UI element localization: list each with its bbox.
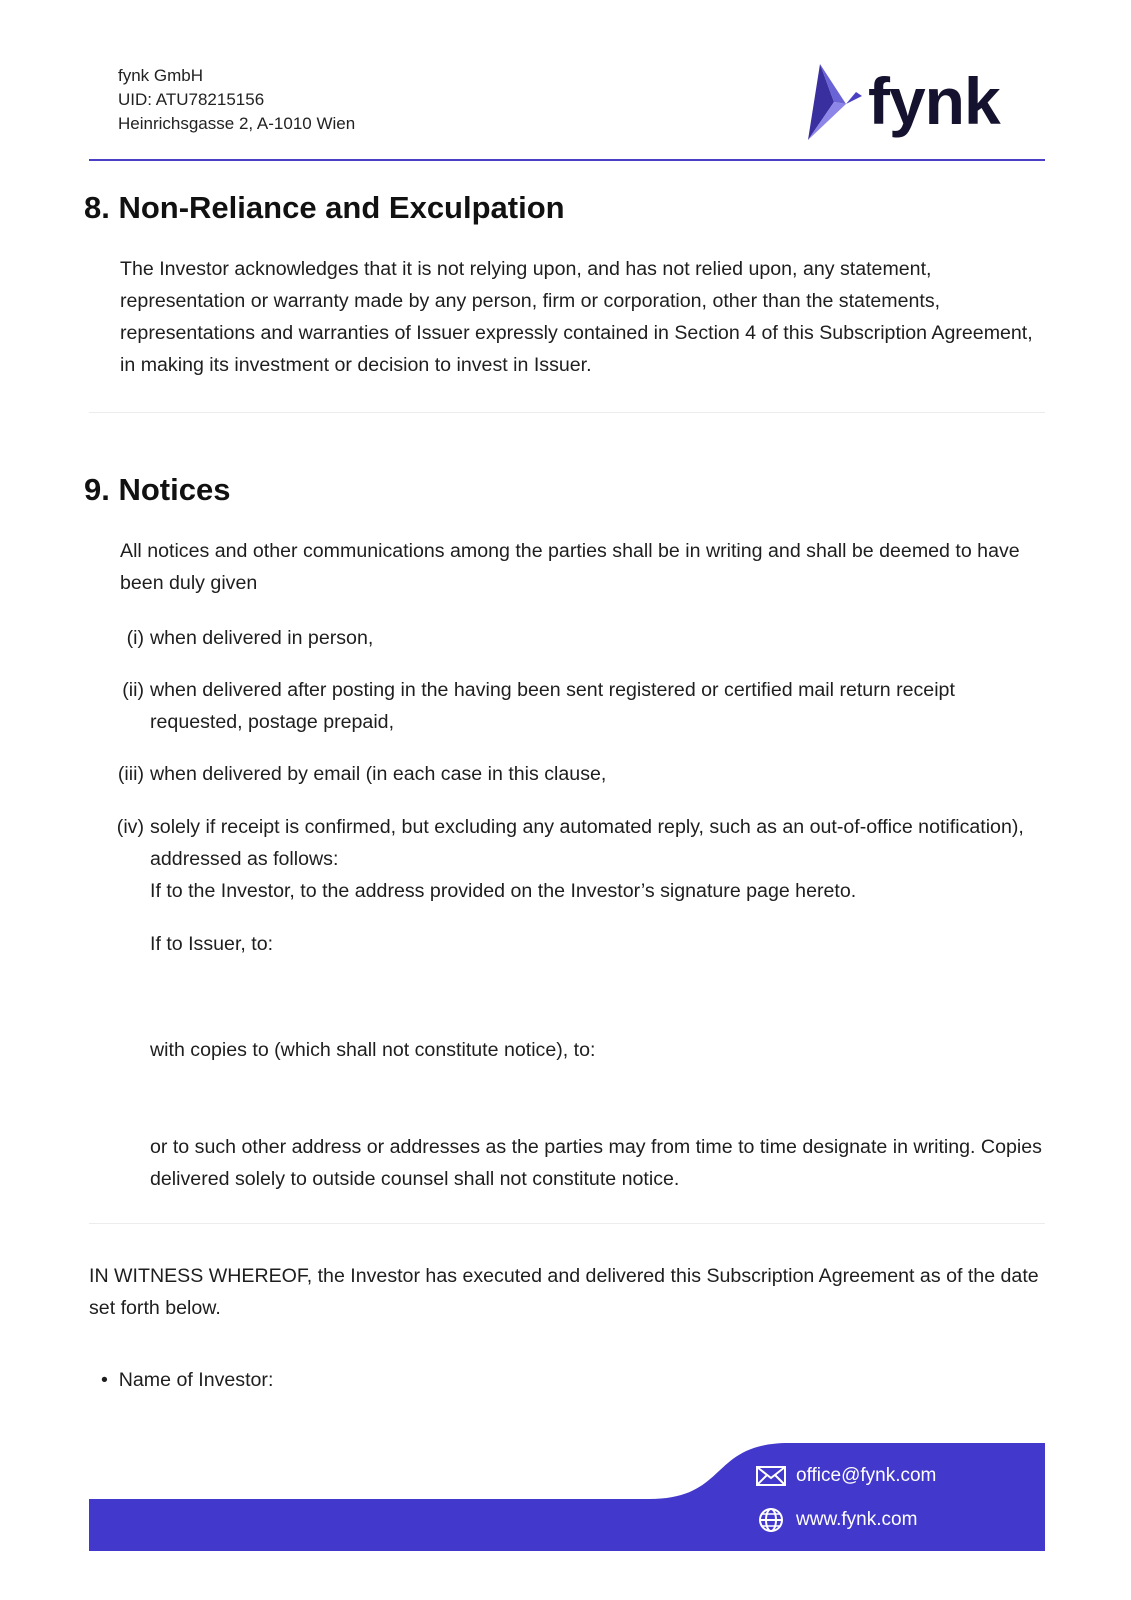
other-address-text: or to such other address or addresses as the parties may from time to time designate in writing. Copies delivered solely to outside counsel shall not constitute notice. (150, 1136, 1042, 1190)
copies-label: with copies to (which shall not constitute notice), to: (150, 1039, 596, 1061)
investor-address-text: If to the Investor, to the address provided on the Investor’s signature page hereto. (150, 880, 857, 902)
footer-website[interactable] (756, 1506, 917, 1534)
item-number: (iii) (117, 763, 144, 785)
company-info (118, 64, 355, 136)
company-name: fynk GmbH (118, 66, 204, 85)
bullet-dot: • (101, 1369, 119, 1391)
mail-icon (756, 1464, 786, 1488)
item-number: (iv) (116, 816, 144, 838)
header-divider (89, 159, 1045, 161)
name-of-investor-item (101, 1364, 273, 1396)
website-link[interactable]: www.fynk.com (796, 1509, 918, 1530)
footer-bar (89, 1443, 1045, 1551)
issuer-address-label: If to Issuer, to: (150, 933, 274, 955)
section-9-heading: 9. Notices (84, 472, 231, 507)
section-divider (89, 1223, 1045, 1224)
notice-item (122, 674, 1045, 738)
footer-email[interactable] (756, 1462, 936, 1490)
logo-wordmark: fynk (868, 64, 1000, 138)
section-divider (89, 412, 1045, 413)
fynk-logo (806, 62, 1006, 142)
section-9-intro: All notices and other communications among the parties shall be in writing and shall be deemed to have been duly given (120, 540, 1020, 594)
company-uid: UID: ATU78215156 (118, 90, 265, 109)
globe-icon (756, 1508, 786, 1532)
item-text: when delivered after posting in the having been sent registered or certified mail return receipt requested, postage prepaid, (150, 679, 955, 733)
footer-shape (89, 1443, 1045, 1551)
company-address: Heinrichsgasse 2, A-1010 Wien (118, 114, 356, 133)
item-text: when delivered in person, (150, 627, 374, 649)
notice-item (116, 811, 1045, 875)
bird-icon (806, 62, 868, 142)
item-number: (ii) (122, 679, 144, 701)
item-text: when delivered by email (in each case in this clause, (150, 763, 607, 785)
bullet-text: Name of Investor: (118, 1369, 274, 1391)
notice-item (117, 758, 1045, 790)
section-8-heading: 8. Non-Reliance and Exculpation (84, 190, 565, 225)
item-text: solely if receipt is confirmed, but excluding any automated reply, such as an out-of-office notification), addressed as follows: (150, 816, 1024, 870)
witness-clause: IN WITNESS WHEREOF, the Investor has executed and delivered this Subscription Agreement as of the date set forth below. (89, 1265, 1039, 1319)
email-link[interactable]: office@fynk.com (796, 1465, 937, 1486)
notice-item (126, 622, 1045, 654)
section-8-body: The Investor acknowledges that it is not relying upon, and has not relied upon, any statement, representation or warranty made by any person, firm or corporation, other than the statements, representations and warranties of Issuer expressly contained in Section 4 of this Subscription Agreement, in making its investment or decision to invest in Issuer. (120, 258, 1033, 376)
item-number: (i) (126, 627, 144, 649)
